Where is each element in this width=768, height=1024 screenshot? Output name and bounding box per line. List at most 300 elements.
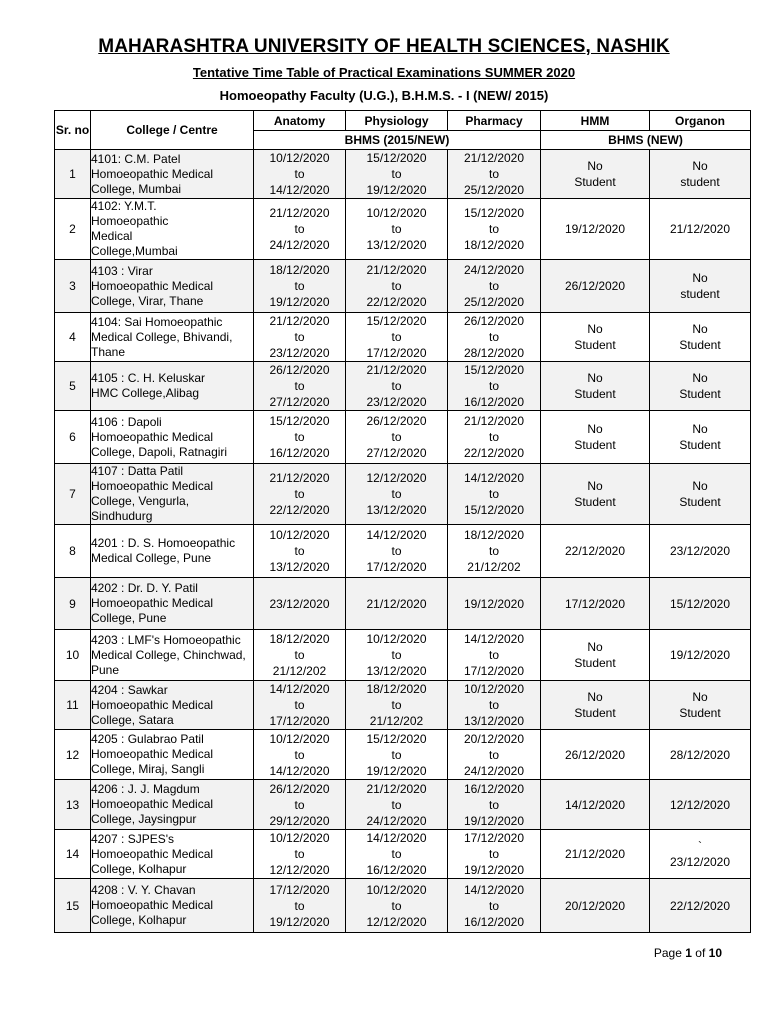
anatomy-line: 29/12/2020 — [269, 813, 330, 828]
pharmacy-line: to — [488, 279, 499, 293]
physiology-line: 12/12/2020 — [366, 914, 427, 929]
pharmacy-line: 28/12/2020 — [463, 346, 525, 360]
anatomy-cell — [254, 199, 346, 260]
physiology-cell — [346, 630, 448, 681]
pharmacy-line: to — [488, 847, 499, 861]
pharmacy-line: to — [488, 487, 499, 501]
college-line: 4104: Sai Homoeopathic — [91, 314, 223, 329]
college-line: College, Pune — [91, 611, 167, 625]
table-row — [55, 730, 751, 780]
physiology-cell — [346, 260, 448, 313]
sr-no-cell: 2 — [55, 199, 91, 260]
college-line: HMC College,Alibag — [91, 386, 200, 400]
physiology-cell — [346, 313, 448, 362]
anatomy-line: to — [294, 698, 305, 712]
anatomy-line: 21/12/2020 — [269, 314, 330, 328]
physiology-line: to — [391, 797, 402, 812]
table-row — [55, 260, 751, 313]
organon-line: 28/12/2020 — [669, 747, 731, 762]
pharmacy-line: 14/12/2020 — [463, 471, 525, 485]
organon-cell — [650, 464, 751, 525]
pharmacy-cell — [448, 630, 541, 681]
anatomy-cell — [254, 313, 346, 362]
sr-no-cell: 14 — [55, 830, 91, 879]
college-line: Homoeopathic Medical — [91, 898, 214, 912]
college-cell — [91, 578, 254, 630]
college-line: 4201 : D. S. Homoeopathic — [91, 536, 236, 550]
pharmacy-line: 17/12/2020 — [463, 831, 525, 845]
pharmacy-line: 10/12/2020 — [463, 682, 525, 696]
of-label: of — [695, 946, 706, 960]
college-cell — [91, 630, 254, 681]
header-anatomy: Anatomy — [254, 111, 346, 131]
anatomy-line: 21/12/2020 — [269, 206, 330, 220]
college-line: 4203 : LMF's Homoeopathic — [91, 632, 241, 647]
anatomy-line: to — [294, 487, 305, 501]
hmm-line: No — [587, 640, 603, 654]
pharmacy-cell — [448, 525, 541, 578]
hmm-line: 26/12/2020 — [564, 747, 626, 762]
organon-cell — [650, 578, 751, 630]
physiology-cell — [346, 578, 448, 630]
anatomy-line: to — [294, 747, 305, 762]
anatomy-line: 18/12/2020 — [269, 632, 330, 646]
hmm-cell — [541, 830, 650, 879]
organon-line: 19/12/2020 — [669, 648, 731, 662]
college-cell — [91, 260, 254, 313]
organon-cell — [650, 260, 751, 313]
physiology-line: 13/12/2020 — [366, 503, 427, 517]
anatomy-line: 19/12/2020 — [269, 914, 330, 929]
hmm-line: 21/12/2020 — [564, 847, 626, 861]
table-row — [55, 362, 751, 411]
pharmacy-line: 16/12/2020 — [463, 914, 525, 929]
anatomy-line: to — [294, 430, 305, 444]
organon-line: No — [692, 159, 708, 173]
college-line: 4107 : Datta Patil — [91, 464, 184, 478]
physiology-line: to — [391, 279, 402, 293]
anatomy-cell — [254, 464, 346, 525]
college-cell — [91, 681, 254, 730]
college-line: Homoeopathic Medical — [91, 846, 214, 861]
physiology-cell — [346, 411, 448, 464]
header-hmm: HMM — [541, 111, 650, 131]
college-line: Homoeopathic Medical — [91, 479, 214, 493]
organon-cell — [650, 150, 751, 199]
physiology-line: 26/12/2020 — [366, 414, 427, 428]
sr-no-cell: 7 — [55, 464, 91, 525]
hmm-line: 17/12/2020 — [564, 596, 626, 611]
pharmacy-line: 15/12/2020 — [463, 503, 525, 517]
college-line: College, Jaysingpur — [91, 812, 197, 826]
pharmacy-cell — [448, 313, 541, 362]
pharmacy-line: 25/12/2020 — [463, 295, 525, 309]
sr-no-cell: 9 — [55, 578, 91, 630]
anatomy-line: 10/12/2020 — [269, 528, 330, 542]
anatomy-line: 23/12/2020 — [269, 346, 330, 360]
physiology-line: to — [391, 648, 402, 662]
pharmacy-line: to — [488, 430, 499, 444]
anatomy-line: 10/12/2020 — [269, 731, 330, 746]
sr-no-cell: 12 — [55, 730, 91, 780]
physiology-cell — [346, 681, 448, 730]
hmm-cell — [541, 780, 650, 830]
pharmacy-line: 26/12/2020 — [463, 314, 525, 328]
faculty-line: Homoeopathy Faculty (U.G.), B.H.M.S. - I (NEW/ 2015) — [219, 88, 549, 103]
physiology-line: 18/12/2020 — [366, 682, 427, 696]
hmm-line: No — [587, 322, 603, 336]
physiology-line: 27/12/2020 — [366, 446, 427, 460]
hmm-line: 22/12/2020 — [564, 544, 626, 558]
anatomy-line: to — [294, 797, 305, 812]
sr-no-cell: 10 — [55, 630, 91, 681]
organon-cell — [650, 313, 751, 362]
hmm-cell — [541, 464, 650, 525]
physiology-line: to — [391, 698, 402, 712]
organon-line: Student — [679, 706, 721, 720]
physiology-line: 17/12/2020 — [366, 346, 427, 360]
physiology-line: 14/12/2020 — [366, 831, 427, 845]
college-line: Sindhudurg — [91, 509, 153, 523]
physiology-line: 13/12/2020 — [366, 664, 427, 678]
organon-line: Student — [679, 438, 721, 452]
college-line: 4208 : V. Y. Chavan — [91, 883, 196, 897]
pharmacy-line: 24/12/2020 — [463, 263, 525, 277]
hmm-line: Student — [574, 656, 616, 670]
college-line: Homoeopathic Medical — [91, 697, 214, 712]
organon-line: 23/12/2020 — [669, 855, 731, 869]
organon-line: No — [692, 479, 708, 493]
sr-no-cell: 15 — [55, 879, 91, 933]
hmm-cell — [541, 578, 650, 630]
header-physiology: Physiology — [346, 111, 448, 131]
organon-line: Student — [679, 495, 721, 509]
organon-cell — [650, 199, 751, 260]
anatomy-line: 17/12/2020 — [269, 714, 330, 728]
physiology-line: 21/12/202 — [369, 714, 424, 728]
organon-line: 21/12/2020 — [669, 222, 731, 236]
college-cell — [91, 780, 254, 830]
physiology-line: 24/12/2020 — [366, 813, 427, 828]
anatomy-cell — [254, 780, 346, 830]
table-row — [55, 411, 751, 464]
header-sr-no: Sr. no — [55, 111, 91, 150]
college-line: Homoeopathic Medical — [91, 797, 214, 811]
pharmacy-cell — [448, 150, 541, 199]
pharmacy-cell — [448, 780, 541, 830]
anatomy-line: to — [294, 379, 305, 393]
header-college: College / Centre — [91, 111, 254, 150]
anatomy-line: 17/12/2020 — [269, 882, 330, 897]
organon-cell — [650, 780, 751, 830]
organon-cell — [650, 411, 751, 464]
college-line: Medical College, Pune — [91, 551, 212, 565]
hmm-cell — [541, 525, 650, 578]
college-line: 4207 : SJPES's — [91, 831, 175, 846]
pharmacy-line: 16/12/2020 — [463, 781, 525, 796]
table-row — [55, 578, 751, 630]
table-row — [55, 780, 751, 830]
physiology-line: 23/12/2020 — [366, 395, 427, 409]
college-cell — [91, 830, 254, 879]
pharmacy-line: 19/12/2020 — [463, 863, 525, 877]
college-line: Homoeopathic Medical — [91, 747, 214, 761]
pharmacy-cell — [448, 578, 541, 630]
pharmacy-line: 13/12/2020 — [463, 714, 525, 728]
college-cell — [91, 879, 254, 933]
sr-no-cell: 5 — [55, 362, 91, 411]
pharmacy-cell — [448, 730, 541, 780]
physiology-line: 15/12/2020 — [366, 731, 427, 746]
physiology-cell — [346, 150, 448, 199]
page-total: 10 — [708, 946, 722, 960]
physiology-line: 21/12/2020 — [366, 781, 427, 796]
college-cell — [91, 150, 254, 199]
physiology-line: 19/12/2020 — [366, 183, 427, 197]
physiology-line: 16/12/2020 — [366, 863, 427, 877]
physiology-line: 10/12/2020 — [366, 206, 427, 220]
anatomy-line: 22/12/2020 — [269, 503, 330, 517]
anatomy-line: 15/12/2020 — [269, 414, 330, 428]
anatomy-line: 16/12/2020 — [269, 446, 330, 460]
physiology-line: 22/12/2020 — [366, 295, 427, 309]
pharmacy-line: 21/12/202 — [467, 560, 521, 574]
header-group-bhms-new: BHMS (NEW) — [541, 131, 751, 150]
hmm-line: Student — [574, 338, 616, 352]
physiology-line: to — [391, 487, 402, 501]
organon-line: No — [692, 422, 708, 436]
anatomy-cell — [254, 411, 346, 464]
anatomy-cell — [254, 830, 346, 879]
table-row — [55, 150, 751, 199]
hmm-cell — [541, 879, 650, 933]
sr-no-cell: 1 — [55, 150, 91, 199]
anatomy-line: to — [294, 648, 305, 662]
organon-line: student — [680, 287, 720, 301]
physiology-line: 17/12/2020 — [366, 560, 427, 574]
timetable-body — [55, 150, 751, 933]
table-row — [55, 525, 751, 578]
document-title — [0, 36, 768, 58]
organon-cell — [650, 830, 751, 879]
subtitle-text: Tentative Time Table of Practical Examinations SUMMER 2020 — [192, 65, 576, 80]
physiology-cell — [346, 525, 448, 578]
pharmacy-line: to — [488, 544, 499, 558]
anatomy-cell — [254, 578, 346, 630]
physiology-line: to — [391, 330, 402, 344]
college-cell — [91, 313, 254, 362]
anatomy-line: 27/12/2020 — [269, 395, 330, 409]
organon-line: student — [680, 175, 720, 189]
page-footer — [654, 946, 722, 960]
organon-line: No — [692, 322, 708, 336]
pharmacy-line: 21/12/2020 — [463, 414, 525, 428]
physiology-line: to — [391, 898, 402, 913]
college-line: 4105 : C. H. Keluskar — [91, 371, 206, 385]
hmm-line: No — [587, 422, 603, 436]
table-row — [55, 630, 751, 681]
hmm-line: 20/12/2020 — [564, 898, 626, 913]
physiology-line: 12/12/2020 — [366, 471, 427, 485]
anatomy-line: 10/12/2020 — [269, 151, 330, 165]
college-line: College, Vengurla, — [91, 494, 190, 508]
pharmacy-line: 15/12/2020 — [463, 363, 525, 377]
anatomy-line: to — [294, 544, 305, 558]
physiology-cell — [346, 830, 448, 879]
college-cell — [91, 464, 254, 525]
physiology-line: 15/12/2020 — [366, 314, 427, 328]
physiology-line: 14/12/2020 — [366, 528, 427, 542]
anatomy-line: 19/12/2020 — [269, 295, 330, 309]
college-line: College, Miraj, Sangli — [91, 762, 205, 776]
physiology-cell — [346, 730, 448, 780]
organon-cell — [650, 730, 751, 780]
hmm-cell — [541, 730, 650, 780]
pharmacy-cell — [448, 879, 541, 933]
pharmacy-line: to — [488, 797, 499, 812]
physiology-cell — [346, 780, 448, 830]
anatomy-line: to — [294, 898, 305, 913]
college-line: 4205 : Gulabrao Patil — [91, 732, 204, 746]
anatomy-line: 13/12/2020 — [269, 560, 330, 574]
hmm-cell — [541, 411, 650, 464]
pharmacy-line: 24/12/2020 — [463, 763, 525, 778]
organon-line: No — [692, 371, 708, 385]
college-line: College, Kolhapur — [91, 861, 187, 876]
physiology-line: 21/12/2020 — [366, 596, 427, 611]
college-line: 4106 : Dapoli — [91, 414, 162, 429]
table-row — [55, 313, 751, 362]
college-line: College, Virar, Thane — [91, 293, 204, 308]
anatomy-line: 21/12/202 — [272, 664, 327, 678]
anatomy-line: to — [294, 167, 305, 181]
hmm-cell — [541, 362, 650, 411]
pharmacy-line: 22/12/2020 — [463, 446, 525, 460]
college-line: 4204 : Sawkar — [91, 682, 168, 697]
sr-no-cell: 4 — [55, 313, 91, 362]
pharmacy-line: to — [488, 379, 499, 393]
physiology-line: 13/12/2020 — [366, 238, 427, 252]
pharmacy-line: 15/12/2020 — [463, 206, 525, 220]
timetable — [54, 110, 751, 933]
anatomy-line: 12/12/2020 — [269, 863, 330, 877]
anatomy-cell — [254, 730, 346, 780]
hmm-cell — [541, 260, 650, 313]
college-line: College, Dapoli, Ratnagiri — [91, 444, 228, 459]
hmm-line: Student — [574, 438, 616, 452]
anatomy-line: 18/12/2020 — [269, 263, 330, 277]
physiology-line: 10/12/2020 — [366, 882, 427, 897]
college-line: 4206 : J. J. Magdum — [91, 782, 200, 796]
organon-line: 12/12/2020 — [669, 797, 731, 812]
anatomy-line: 26/12/2020 — [269, 363, 330, 377]
college-line: 4101: C.M. Patel — [91, 151, 181, 166]
pharmacy-line: 16/12/2020 — [463, 395, 525, 409]
pharmacy-line: to — [488, 222, 499, 236]
pharmacy-line: 20/12/2020 — [463, 731, 525, 746]
college-line: Medical — [91, 229, 133, 243]
hmm-line: Student — [574, 495, 616, 509]
anatomy-line: 10/12/2020 — [269, 831, 330, 845]
anatomy-cell — [254, 681, 346, 730]
college-line: College, Kolhapur — [91, 913, 187, 927]
pharmacy-cell — [448, 411, 541, 464]
college-line: 4102: Y.M.T. — [91, 199, 157, 213]
hmm-cell — [541, 681, 650, 730]
pharmacy-line: to — [488, 747, 499, 762]
college-cell — [91, 411, 254, 464]
pharmacy-cell — [448, 362, 541, 411]
anatomy-cell — [254, 362, 346, 411]
pharmacy-line: to — [488, 167, 499, 181]
organon-line: 15/12/2020 — [669, 596, 731, 611]
physiology-cell — [346, 464, 448, 525]
college-line: 4202 : Dr. D. Y. Patil — [91, 581, 198, 595]
physiology-cell — [346, 362, 448, 411]
college-line: College, Mumbai — [91, 181, 182, 196]
hmm-line: No — [587, 479, 603, 493]
sr-no-cell: 8 — [55, 525, 91, 578]
anatomy-line: to — [294, 279, 305, 293]
organon-line: ` — [698, 839, 702, 853]
pharmacy-line: 21/12/2020 — [463, 151, 525, 165]
table-row — [55, 830, 751, 879]
pharmacy-cell — [448, 199, 541, 260]
pharmacy-line: 14/12/2020 — [463, 632, 525, 646]
organon-cell — [650, 879, 751, 933]
header-pharmacy: Pharmacy — [448, 111, 541, 131]
college-line: Pune — [91, 662, 120, 677]
college-line: Thane — [91, 344, 126, 359]
college-line: Medical College, Bhivandi, — [91, 329, 233, 344]
anatomy-line: 23/12/2020 — [269, 596, 330, 611]
pharmacy-line: to — [488, 330, 499, 344]
pharmacy-line: 17/12/2020 — [463, 664, 525, 678]
sr-no-cell: 6 — [55, 411, 91, 464]
hmm-cell — [541, 313, 650, 362]
physiology-line: to — [391, 379, 402, 393]
college-cell — [91, 362, 254, 411]
pharmacy-line: 18/12/2020 — [463, 528, 525, 542]
college-cell — [91, 525, 254, 578]
pharmacy-line: to — [488, 648, 499, 662]
anatomy-cell — [254, 525, 346, 578]
anatomy-line: 14/12/2020 — [269, 682, 330, 696]
organon-line: 23/12/2020 — [669, 544, 731, 558]
anatomy-line: to — [294, 222, 305, 236]
anatomy-line: 26/12/2020 — [269, 781, 330, 796]
college-line: Homoeopathic Medical — [91, 596, 214, 610]
organon-line: 22/12/2020 — [669, 898, 731, 913]
table-row — [55, 199, 751, 260]
organon-line: No — [692, 271, 708, 285]
anatomy-cell — [254, 150, 346, 199]
physiology-line: to — [391, 167, 402, 181]
pharmacy-line: 18/12/2020 — [463, 238, 525, 252]
pharmacy-line: 19/12/2020 — [463, 813, 525, 828]
college-line: Homoeopathic Medical — [91, 166, 214, 181]
table-row — [55, 879, 751, 933]
header-organon: Organon — [650, 111, 751, 131]
college-line: Homoeopathic Medical — [91, 278, 214, 293]
physiology-cell — [346, 199, 448, 260]
college-line: Homoeopathic Medical — [91, 429, 214, 444]
anatomy-line: to — [294, 847, 305, 861]
college-line: College, Satara — [91, 712, 174, 727]
college-line: Medical College, Chinchwad, — [91, 647, 246, 662]
college-line: 4103 : Virar — [91, 263, 153, 278]
sr-no-cell: 11 — [55, 681, 91, 730]
